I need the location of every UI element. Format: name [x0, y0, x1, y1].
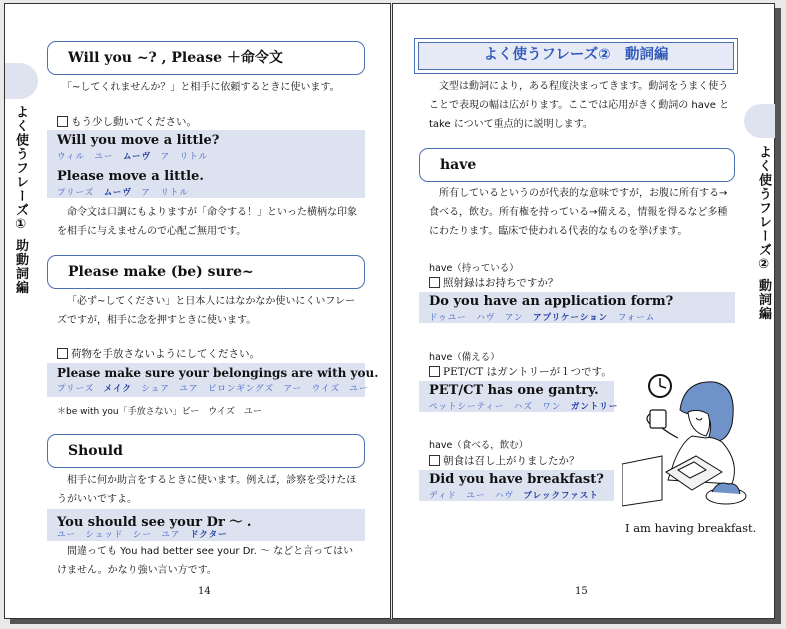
- illustration-caption: I am having breakfast.: [625, 521, 757, 535]
- note-had-better: 間違っても You had better see your Dr. ～ などと言ってはいけません。かなり強い言い方です。: [57, 546, 354, 576]
- reading-will-you-move: ウィル ユー ムーヴ ア リトル: [57, 152, 209, 162]
- desc-make-sure: 「必ず~してください」と日本人にはなかなか使いにくいフレーズですが，相手に念を押すときに使います。: [57, 296, 355, 326]
- chapter-title: よく使うフレーズ② 動詞編: [418, 42, 734, 70]
- reading-should-see-dr: ユー シュッド シー ユア ドクター: [57, 530, 228, 540]
- intro-text: 文型は動詞により，ある程度決まってきます。動詞をうまく使うことで表現の幅は広がります。ここでは応用がきく動詞の have と take について重点的に説明します。: [429, 81, 730, 130]
- left-side-title: よく使うフレーズ① 助動詞編: [13, 105, 28, 295]
- page-number-right: 15: [575, 586, 588, 597]
- desc-have: 所有しているというのが代表的な意味ですが，お腹に所有する→食べる，飲む。所有権を持っている→備える，情報を得るなど多種にわたります。臨床で使われる代表的なものを挙げます。: [429, 188, 728, 237]
- reading-breakfast: ディド ユー ハヴ ブレックファスト: [429, 491, 599, 501]
- check-item-form: 照射録はお持ちですか？: [429, 275, 558, 290]
- phrase-will-you-move: Will you move a little?: [57, 133, 220, 148]
- heading-make-sure: Please make (be) sure~: [47, 255, 365, 289]
- check-item-move: もう少し動いてください。: [57, 114, 197, 129]
- label-have-equip: have（備える）: [429, 352, 500, 363]
- checkbox[interactable]: [57, 348, 68, 359]
- check-item-belongings: 荷物を手放さないようにしてください。: [57, 346, 260, 361]
- phrase-gantry: PET/CT has one gantry.: [429, 383, 599, 398]
- heading-will-you: Will you ~? , Please ＋命令文: [47, 41, 365, 75]
- clock-icon: [649, 375, 671, 397]
- desc-will-you: 「~してくれませんか？」と相手に依頼するときに使います。: [62, 82, 340, 93]
- desc-should: 相手に何か助言をするときに使います。例えば，診察を受けたほうがいいですよ。: [57, 475, 357, 505]
- label-have-possess: have（持っている）: [429, 263, 519, 274]
- phrase-breakfast: Did you have breakfast?: [429, 472, 604, 487]
- heading-should: Should: [47, 434, 365, 468]
- reading-make-sure: プリーズ メイク シュア ユア ビロンギングズ アー ウイズ ユー: [57, 384, 369, 394]
- page-number-left: 14: [198, 586, 211, 597]
- reading-application-form: ドゥユー ハヴ アン アプリケーション フォーム: [429, 313, 656, 323]
- reading-gantry: ペットシーティー ハズ ワン ガントリー: [429, 402, 619, 412]
- phrase-should-see-dr: You should see your Dr ～ .: [57, 515, 252, 530]
- heading-have: have: [419, 148, 735, 182]
- breakfast-illustration: [622, 372, 750, 512]
- right-side-tab: [744, 104, 775, 138]
- checkbox[interactable]: [429, 277, 440, 288]
- reading-please-move: プリーズ ムーヴ ア リトル: [57, 188, 189, 198]
- label-have-eat: have（食べる，飲む）: [429, 440, 529, 451]
- checkbox[interactable]: [429, 455, 440, 466]
- note-command: 命令文は口調にもよりますが「命令する！」といった横柄な印象を相手に与えませんので心配ご無用です。: [57, 207, 357, 237]
- checkbox[interactable]: [57, 116, 68, 127]
- check-item-breakfast: 朝食は召し上がりましたか？: [429, 453, 580, 468]
- right-side-title: よく使うフレーズ② 動詞編: [756, 145, 771, 321]
- phrase-make-sure: Please make sure your belongings are with you.: [57, 366, 379, 380]
- footnote-be-with-you: ＊be with you「手放さない」ビー ウイズ ユー: [57, 407, 262, 417]
- phrase-application-form: Do you have an application form?: [429, 294, 674, 309]
- checkbox[interactable]: [429, 366, 440, 377]
- check-item-gantry: PET/CT はガントリーが１つです。: [429, 364, 612, 379]
- phrase-please-move: Please move a little.: [57, 169, 204, 184]
